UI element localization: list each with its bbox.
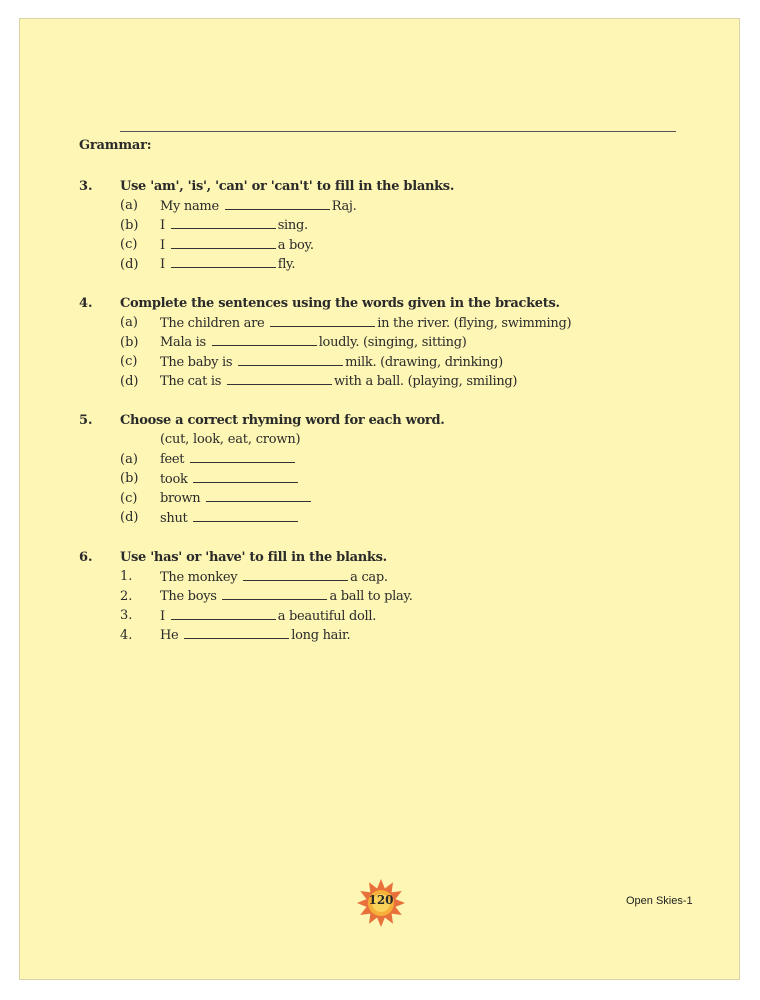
item-label: (d)	[120, 510, 139, 526]
item-text-after: a beautiful doll.	[277, 608, 377, 624]
item-text-before: shut	[160, 510, 188, 526]
exercise-title: Complete the sentences using the words given in the brackets.	[120, 295, 560, 311]
item-text-after: a boy.	[277, 237, 314, 253]
exercise-4	[79, 293, 571, 391]
list-item	[79, 255, 454, 275]
exercise-title: Use 'am', 'is', 'can' or 'can't' to fill in the blanks.	[120, 178, 455, 194]
exercise-title: Choose a correct rhyming word for each word.	[120, 412, 445, 428]
list-item	[79, 333, 571, 353]
item-label: (b)	[120, 471, 139, 487]
page-number: 120	[368, 893, 394, 907]
item-text-after: in the river. (flying, swimming)	[377, 315, 572, 331]
answer-blank[interactable]	[270, 315, 375, 327]
list-item	[79, 352, 571, 372]
section-title: Grammar:	[79, 138, 152, 153]
answer-blank[interactable]	[212, 334, 317, 346]
answer-blank[interactable]	[171, 217, 276, 229]
item-text-after: with a ball. (playing, smiling)	[333, 374, 518, 390]
answer-blank[interactable]	[227, 373, 332, 385]
item-text-after: a cap.	[350, 569, 388, 585]
item-text-before: The boys	[160, 589, 217, 605]
exercise-3	[79, 176, 454, 274]
item-label: (a)	[120, 315, 138, 331]
item-text-before: I	[160, 218, 165, 234]
exercise-6	[79, 547, 413, 645]
answer-blank[interactable]	[222, 588, 327, 600]
list-item	[79, 489, 445, 509]
item-label: 3.	[120, 608, 133, 624]
exercise-number: 6.	[79, 549, 93, 565]
exercise-title: Use 'has' or 'have' to fill in the blanks.	[120, 549, 387, 565]
answer-blank[interactable]	[171, 608, 276, 620]
top-divider	[120, 131, 676, 132]
answer-blank[interactable]	[193, 471, 298, 483]
exercise-number: 5.	[79, 412, 93, 428]
answer-blank[interactable]	[243, 569, 348, 581]
answer-blank[interactable]	[225, 198, 330, 210]
list-item	[79, 606, 413, 626]
answer-blank[interactable]	[206, 490, 311, 502]
item-label: (a)	[120, 198, 138, 214]
item-label: (c)	[120, 237, 138, 253]
list-item	[79, 313, 571, 333]
item-label: (d)	[120, 256, 139, 272]
list-item	[79, 626, 413, 646]
list-item	[79, 196, 454, 216]
item-label: 1.	[120, 569, 133, 585]
item-text-before: He	[160, 628, 179, 644]
list-item	[79, 567, 413, 587]
exercise-number: 3.	[79, 178, 93, 194]
exercise-5	[79, 410, 445, 528]
item-label: (b)	[120, 217, 139, 233]
word-options: (cut, look, eat, crown)	[160, 432, 301, 448]
item-text-before: The children are	[160, 315, 265, 331]
item-text-before: My name	[160, 198, 219, 214]
list-item	[79, 235, 454, 255]
item-text-after: milk. (drawing, drinking)	[345, 354, 503, 370]
list-item	[79, 469, 445, 489]
list-item	[79, 216, 454, 236]
item-text-before: I	[160, 608, 165, 624]
answer-blank[interactable]	[171, 237, 276, 249]
list-item	[79, 450, 445, 470]
item-text-before: brown	[160, 491, 201, 507]
answer-blank[interactable]	[171, 256, 276, 268]
item-label: (c)	[120, 354, 138, 370]
item-label: (d)	[120, 373, 139, 389]
item-label: (c)	[120, 490, 138, 506]
item-text-before: I	[160, 257, 165, 273]
item-text-before: The monkey	[160, 569, 238, 585]
item-text-before: The cat is	[160, 374, 222, 390]
item-label: 4.	[120, 627, 133, 643]
answer-blank[interactable]	[193, 510, 298, 522]
answer-blank[interactable]	[238, 354, 343, 366]
item-text-before: Mala is	[160, 335, 206, 351]
item-text-after: sing.	[277, 218, 308, 234]
item-label: (a)	[120, 451, 138, 467]
item-label: 2.	[120, 588, 133, 604]
exercise-number: 4.	[79, 295, 93, 311]
item-text-before: feet	[160, 452, 185, 468]
answer-blank[interactable]	[190, 451, 295, 463]
item-text-after: fly.	[277, 257, 296, 273]
item-text-after: a ball to play.	[329, 589, 413, 605]
answer-blank[interactable]	[184, 627, 289, 639]
book-title: Open Skies-1	[626, 895, 693, 907]
list-item	[79, 372, 571, 392]
item-text-before: The baby is	[160, 354, 233, 370]
list-item	[79, 587, 413, 607]
item-text-before: took	[160, 471, 188, 487]
item-text-after: long hair.	[291, 628, 351, 644]
item-text-before: I	[160, 237, 165, 253]
item-label: (b)	[120, 334, 139, 350]
list-item	[79, 508, 445, 528]
item-text-after: Raj.	[331, 198, 357, 214]
item-text-after: loudly. (singing, sitting)	[318, 335, 467, 351]
